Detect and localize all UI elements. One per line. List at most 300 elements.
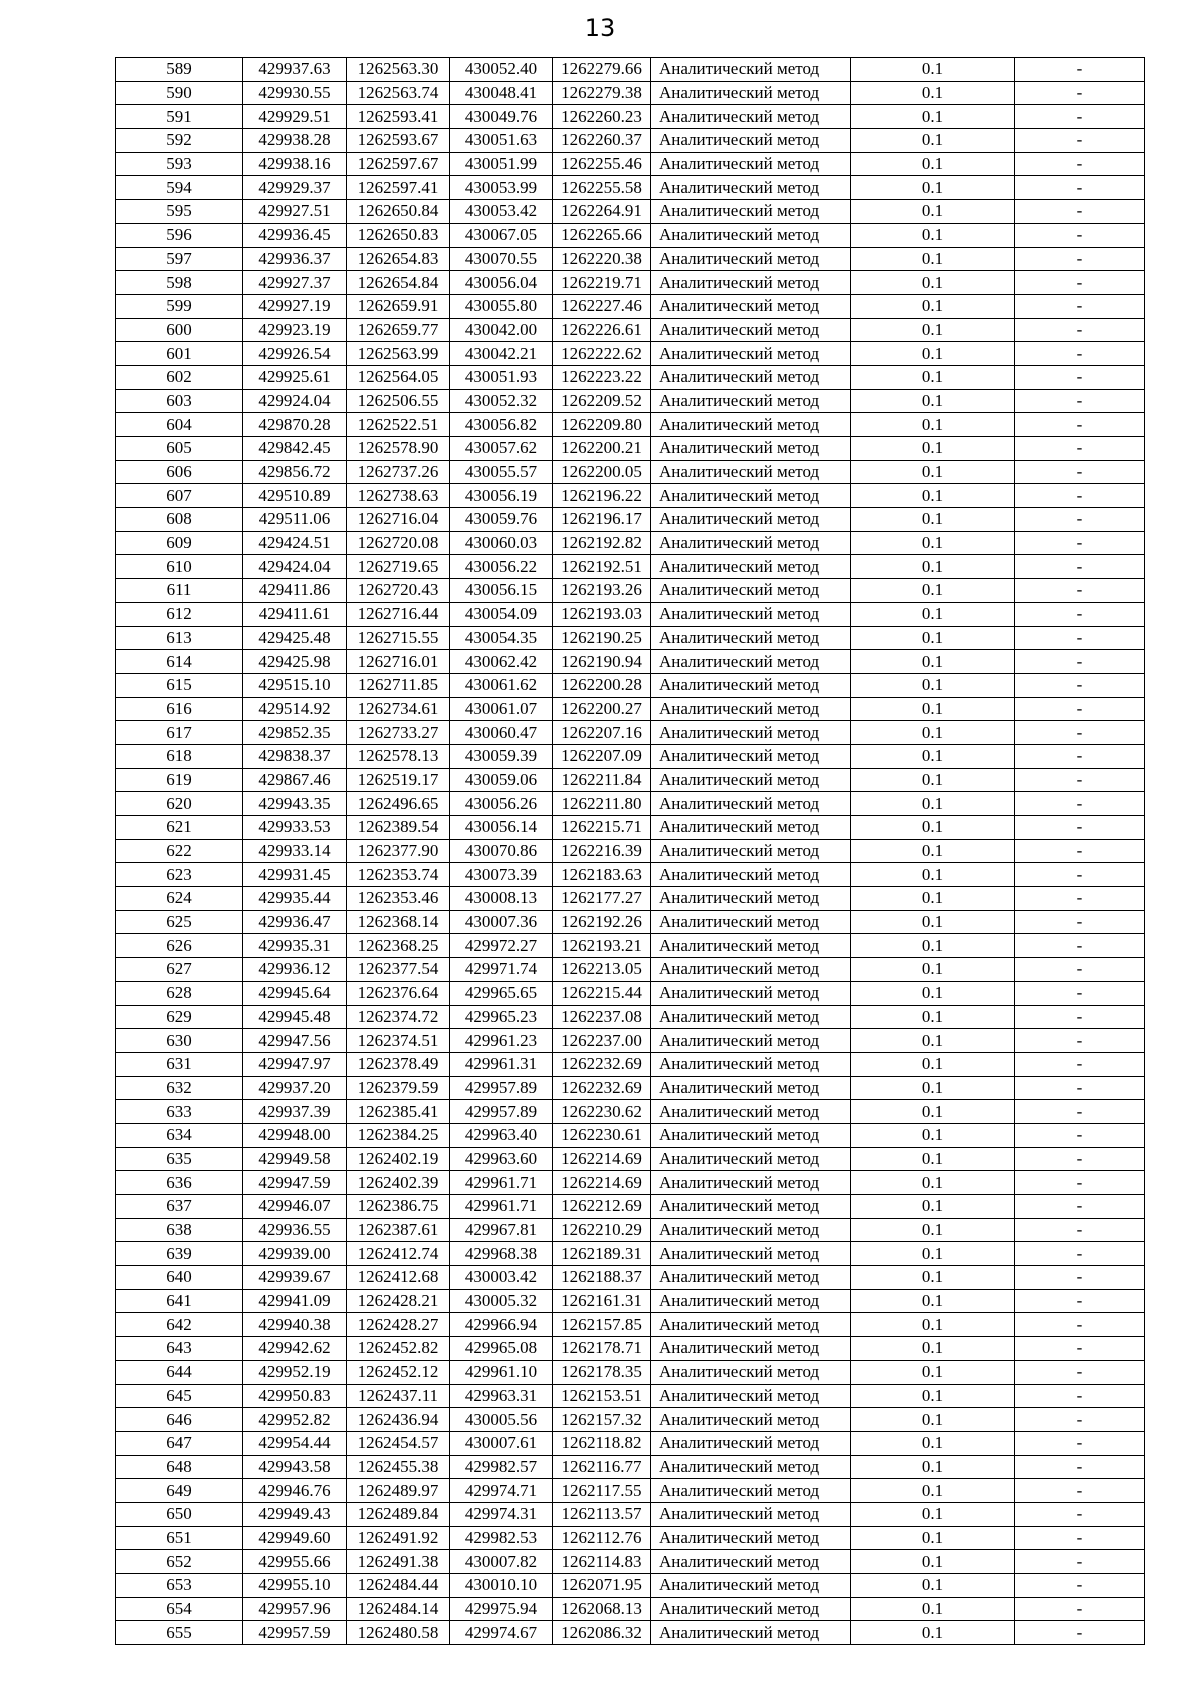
y-old-cell: 1262454.57 [347, 1431, 450, 1455]
y-old-cell: 1262377.90 [347, 839, 450, 863]
table-row [116, 1313, 1145, 1337]
point-number-cell: 625 [116, 910, 243, 934]
y-new-cell: 1262237.00 [553, 1029, 651, 1053]
note-cell: - [1015, 934, 1145, 958]
y-new-cell: 1262117.55 [553, 1479, 651, 1503]
y-old-cell: 1262452.82 [347, 1337, 450, 1361]
x-new-cell: 430048.41 [450, 81, 553, 105]
accuracy-cell: 0.1 [851, 389, 1015, 413]
point-number-cell: 653 [116, 1574, 243, 1598]
method-cell: Аналитический метод [651, 1029, 851, 1053]
method-cell: Аналитический метод [651, 1408, 851, 1432]
note-cell: - [1015, 271, 1145, 295]
table-row [116, 1195, 1145, 1219]
x-old-cell: 429939.67 [243, 1266, 347, 1290]
y-old-cell: 1262386.75 [347, 1195, 450, 1219]
method-cell: Аналитический метод [651, 389, 851, 413]
point-number-cell: 647 [116, 1431, 243, 1455]
note-cell: - [1015, 768, 1145, 792]
table-row [116, 1550, 1145, 1574]
x-old-cell: 429930.55 [243, 81, 347, 105]
x-old-cell: 429411.61 [243, 602, 347, 626]
point-number-cell: 598 [116, 271, 243, 295]
x-new-cell: 430070.55 [450, 247, 553, 271]
y-old-cell: 1262384.25 [347, 1123, 450, 1147]
method-cell: Аналитический метод [651, 816, 851, 840]
note-cell: - [1015, 1526, 1145, 1550]
method-cell: Аналитический метод [651, 981, 851, 1005]
x-old-cell: 429924.04 [243, 389, 347, 413]
y-old-cell: 1262716.04 [347, 508, 450, 532]
x-new-cell: 429974.67 [450, 1621, 553, 1645]
x-new-cell: 430052.32 [450, 389, 553, 413]
accuracy-cell: 0.1 [851, 792, 1015, 816]
method-cell: Аналитический метод [651, 152, 851, 176]
point-number-cell: 602 [116, 365, 243, 389]
note-cell: - [1015, 58, 1145, 82]
y-old-cell: 1262659.91 [347, 294, 450, 318]
x-new-cell: 430052.40 [450, 58, 553, 82]
table-row [116, 81, 1145, 105]
note-cell: - [1015, 247, 1145, 271]
x-old-cell: 429838.37 [243, 744, 347, 768]
table-row [116, 1266, 1145, 1290]
y-new-cell: 1262215.71 [553, 816, 651, 840]
table-row [116, 816, 1145, 840]
accuracy-cell: 0.1 [851, 58, 1015, 82]
y-new-cell: 1262264.91 [553, 200, 651, 224]
method-cell: Аналитический метод [651, 1266, 851, 1290]
accuracy-cell: 0.1 [851, 887, 1015, 911]
y-old-cell: 1262402.39 [347, 1171, 450, 1195]
point-number-cell: 610 [116, 555, 243, 579]
table-row [116, 1360, 1145, 1384]
note-cell: - [1015, 792, 1145, 816]
point-number-cell: 608 [116, 508, 243, 532]
table-row [116, 1123, 1145, 1147]
x-new-cell: 430060.03 [450, 531, 553, 555]
y-new-cell: 1262210.29 [553, 1218, 651, 1242]
y-old-cell: 1262650.84 [347, 200, 450, 224]
y-new-cell: 1262230.62 [553, 1100, 651, 1124]
x-new-cell: 429974.31 [450, 1502, 553, 1526]
x-old-cell: 429425.98 [243, 650, 347, 674]
point-number-cell: 654 [116, 1597, 243, 1621]
y-old-cell: 1262455.38 [347, 1455, 450, 1479]
y-old-cell: 1262578.13 [347, 744, 450, 768]
point-number-cell: 617 [116, 721, 243, 745]
point-number-cell: 631 [116, 1052, 243, 1076]
accuracy-cell: 0.1 [851, 934, 1015, 958]
x-new-cell: 429982.53 [450, 1526, 553, 1550]
note-cell: - [1015, 1574, 1145, 1598]
accuracy-cell: 0.1 [851, 413, 1015, 437]
x-new-cell: 430059.39 [450, 744, 553, 768]
accuracy-cell: 0.1 [851, 1502, 1015, 1526]
accuracy-cell: 0.1 [851, 744, 1015, 768]
table-row [116, 1218, 1145, 1242]
point-number-cell: 649 [116, 1479, 243, 1503]
accuracy-cell: 0.1 [851, 1171, 1015, 1195]
y-old-cell: 1262597.67 [347, 152, 450, 176]
note-cell: - [1015, 1550, 1145, 1574]
note-cell: - [1015, 1029, 1145, 1053]
y-old-cell: 1262387.61 [347, 1218, 450, 1242]
y-old-cell: 1262491.38 [347, 1550, 450, 1574]
y-old-cell: 1262436.94 [347, 1408, 450, 1432]
note-cell: - [1015, 294, 1145, 318]
x-new-cell: 430053.99 [450, 176, 553, 200]
method-cell: Аналитический метод [651, 1502, 851, 1526]
point-number-cell: 652 [116, 1550, 243, 1574]
method-cell: Аналитический метод [651, 744, 851, 768]
y-old-cell: 1262654.83 [347, 247, 450, 271]
point-number-cell: 630 [116, 1029, 243, 1053]
y-old-cell: 1262480.58 [347, 1621, 450, 1645]
x-old-cell: 429927.19 [243, 294, 347, 318]
method-cell: Аналитический метод [651, 650, 851, 674]
accuracy-cell: 0.1 [851, 1526, 1015, 1550]
point-number-cell: 618 [116, 744, 243, 768]
method-cell: Аналитический метод [651, 1242, 851, 1266]
method-cell: Аналитический метод [651, 105, 851, 129]
x-new-cell: 430056.15 [450, 579, 553, 603]
note-cell: - [1015, 721, 1145, 745]
accuracy-cell: 0.1 [851, 437, 1015, 461]
y-old-cell: 1262368.14 [347, 910, 450, 934]
table-row [116, 981, 1145, 1005]
x-old-cell: 429946.07 [243, 1195, 347, 1219]
method-cell: Аналитический метод [651, 1005, 851, 1029]
x-old-cell: 429929.51 [243, 105, 347, 129]
note-cell: - [1015, 365, 1145, 389]
accuracy-cell: 0.1 [851, 1360, 1015, 1384]
x-old-cell: 429943.58 [243, 1455, 347, 1479]
table-row [116, 1029, 1145, 1053]
method-cell: Аналитический метод [651, 1360, 851, 1384]
method-cell: Аналитический метод [651, 294, 851, 318]
method-cell: Аналитический метод [651, 1100, 851, 1124]
y-new-cell: 1262190.25 [553, 626, 651, 650]
x-new-cell: 429971.74 [450, 958, 553, 982]
accuracy-cell: 0.1 [851, 1123, 1015, 1147]
table-row [116, 460, 1145, 484]
point-number-cell: 589 [116, 58, 243, 82]
point-number-cell: 603 [116, 389, 243, 413]
y-old-cell: 1262720.43 [347, 579, 450, 603]
y-old-cell: 1262734.61 [347, 697, 450, 721]
y-new-cell: 1262279.38 [553, 81, 651, 105]
method-cell: Аналитический метод [651, 129, 851, 153]
y-old-cell: 1262437.11 [347, 1384, 450, 1408]
y-new-cell: 1262212.69 [553, 1195, 651, 1219]
note-cell: - [1015, 460, 1145, 484]
x-new-cell: 429957.89 [450, 1100, 553, 1124]
method-cell: Аналитический метод [651, 484, 851, 508]
method-cell: Аналитический метод [651, 531, 851, 555]
x-new-cell: 430056.19 [450, 484, 553, 508]
x-new-cell: 430062.42 [450, 650, 553, 674]
point-number-cell: 623 [116, 863, 243, 887]
point-number-cell: 599 [116, 294, 243, 318]
x-old-cell: 429937.39 [243, 1100, 347, 1124]
note-cell: - [1015, 437, 1145, 461]
accuracy-cell: 0.1 [851, 697, 1015, 721]
note-cell: - [1015, 1218, 1145, 1242]
point-number-cell: 643 [116, 1337, 243, 1361]
note-cell: - [1015, 673, 1145, 697]
y-new-cell: 1262200.05 [553, 460, 651, 484]
method-cell: Аналитический метод [651, 1218, 851, 1242]
y-new-cell: 1262260.23 [553, 105, 651, 129]
table-row [116, 1431, 1145, 1455]
x-new-cell: 430056.82 [450, 413, 553, 437]
accuracy-cell: 0.1 [851, 602, 1015, 626]
method-cell: Аналитический метод [651, 342, 851, 366]
table-row [116, 365, 1145, 389]
point-number-cell: 635 [116, 1147, 243, 1171]
method-cell: Аналитический метод [651, 1455, 851, 1479]
x-old-cell: 429947.97 [243, 1052, 347, 1076]
accuracy-cell: 0.1 [851, 1242, 1015, 1266]
table-row [116, 768, 1145, 792]
y-new-cell: 1262255.46 [553, 152, 651, 176]
accuracy-cell: 0.1 [851, 863, 1015, 887]
x-old-cell: 429926.54 [243, 342, 347, 366]
x-new-cell: 429974.71 [450, 1479, 553, 1503]
accuracy-cell: 0.1 [851, 1289, 1015, 1313]
accuracy-cell: 0.1 [851, 271, 1015, 295]
point-number-cell: 650 [116, 1502, 243, 1526]
y-new-cell: 1262279.66 [553, 58, 651, 82]
accuracy-cell: 0.1 [851, 294, 1015, 318]
note-cell: - [1015, 342, 1145, 366]
note-cell: - [1015, 1337, 1145, 1361]
y-new-cell: 1262213.05 [553, 958, 651, 982]
y-new-cell: 1262265.66 [553, 223, 651, 247]
note-cell: - [1015, 1266, 1145, 1290]
y-new-cell: 1262192.26 [553, 910, 651, 934]
y-old-cell: 1262374.72 [347, 1005, 450, 1029]
method-cell: Аналитический метод [651, 887, 851, 911]
x-old-cell: 429842.45 [243, 437, 347, 461]
note-cell: - [1015, 318, 1145, 342]
accuracy-cell: 0.1 [851, 910, 1015, 934]
y-old-cell: 1262564.05 [347, 365, 450, 389]
x-new-cell: 430005.56 [450, 1408, 553, 1432]
y-new-cell: 1262227.46 [553, 294, 651, 318]
note-cell: - [1015, 744, 1145, 768]
accuracy-cell: 0.1 [851, 1431, 1015, 1455]
note-cell: - [1015, 1147, 1145, 1171]
y-new-cell: 1262068.13 [553, 1597, 651, 1621]
y-new-cell: 1262223.22 [553, 365, 651, 389]
y-old-cell: 1262522.51 [347, 413, 450, 437]
method-cell: Аналитический метод [651, 768, 851, 792]
note-cell: - [1015, 1005, 1145, 1029]
note-cell: - [1015, 1597, 1145, 1621]
note-cell: - [1015, 531, 1145, 555]
y-new-cell: 1262196.22 [553, 484, 651, 508]
y-new-cell: 1262114.83 [553, 1550, 651, 1574]
y-new-cell: 1262192.82 [553, 531, 651, 555]
accuracy-cell: 0.1 [851, 1337, 1015, 1361]
y-old-cell: 1262353.46 [347, 887, 450, 911]
note-cell: - [1015, 910, 1145, 934]
method-cell: Аналитический метод [651, 460, 851, 484]
y-old-cell: 1262428.27 [347, 1313, 450, 1337]
accuracy-cell: 0.1 [851, 531, 1015, 555]
method-cell: Аналитический метод [651, 1171, 851, 1195]
y-old-cell: 1262519.17 [347, 768, 450, 792]
x-new-cell: 430042.21 [450, 342, 553, 366]
x-old-cell: 429424.51 [243, 531, 347, 555]
y-old-cell: 1262377.54 [347, 958, 450, 982]
method-cell: Аналитический метод [651, 579, 851, 603]
accuracy-cell: 0.1 [851, 1052, 1015, 1076]
point-number-cell: 651 [116, 1526, 243, 1550]
x-new-cell: 430051.93 [450, 365, 553, 389]
y-new-cell: 1262188.37 [553, 1266, 651, 1290]
x-old-cell: 429514.92 [243, 697, 347, 721]
accuracy-cell: 0.1 [851, 1574, 1015, 1598]
point-number-cell: 655 [116, 1621, 243, 1645]
table-row [116, 1005, 1145, 1029]
x-old-cell: 429923.19 [243, 318, 347, 342]
accuracy-cell: 0.1 [851, 1384, 1015, 1408]
accuracy-cell: 0.1 [851, 1313, 1015, 1337]
page-number: 13 [584, 14, 616, 42]
method-cell: Аналитический метод [651, 697, 851, 721]
method-cell: Аналитический метод [651, 1550, 851, 1574]
x-new-cell: 429963.60 [450, 1147, 553, 1171]
note-cell: - [1015, 1502, 1145, 1526]
table-row [116, 744, 1145, 768]
y-new-cell: 1262216.39 [553, 839, 651, 863]
method-cell: Аналитический метод [651, 721, 851, 745]
accuracy-cell: 0.1 [851, 365, 1015, 389]
note-cell: - [1015, 1431, 1145, 1455]
x-old-cell: 429510.89 [243, 484, 347, 508]
y-new-cell: 1262214.69 [553, 1171, 651, 1195]
note-cell: - [1015, 1289, 1145, 1313]
table-row [116, 887, 1145, 911]
point-number-cell: 641 [116, 1289, 243, 1313]
note-cell: - [1015, 1195, 1145, 1219]
x-new-cell: 430010.10 [450, 1574, 553, 1598]
point-number-cell: 600 [116, 318, 243, 342]
x-old-cell: 429947.59 [243, 1171, 347, 1195]
method-cell: Аналитический метод [651, 1289, 851, 1313]
method-cell: Аналитический метод [651, 1337, 851, 1361]
x-new-cell: 430061.62 [450, 673, 553, 697]
accuracy-cell: 0.1 [851, 1621, 1015, 1645]
y-old-cell: 1262650.83 [347, 223, 450, 247]
table-row [116, 1147, 1145, 1171]
note-cell: - [1015, 508, 1145, 532]
table-row [116, 129, 1145, 153]
table-row [116, 721, 1145, 745]
x-old-cell: 429957.59 [243, 1621, 347, 1645]
note-cell: - [1015, 129, 1145, 153]
point-number-cell: 616 [116, 697, 243, 721]
y-old-cell: 1262506.55 [347, 389, 450, 413]
point-number-cell: 609 [116, 531, 243, 555]
x-old-cell: 429950.83 [243, 1384, 347, 1408]
point-number-cell: 591 [116, 105, 243, 129]
y-new-cell: 1262220.38 [553, 247, 651, 271]
y-new-cell: 1262211.80 [553, 792, 651, 816]
y-old-cell: 1262412.74 [347, 1242, 450, 1266]
x-new-cell: 430056.14 [450, 816, 553, 840]
y-old-cell: 1262733.27 [347, 721, 450, 745]
y-new-cell: 1262200.27 [553, 697, 651, 721]
table-row [116, 792, 1145, 816]
method-cell: Аналитический метод [651, 1621, 851, 1645]
accuracy-cell: 0.1 [851, 958, 1015, 982]
note-cell: - [1015, 200, 1145, 224]
y-new-cell: 1262193.21 [553, 934, 651, 958]
accuracy-cell: 0.1 [851, 650, 1015, 674]
method-cell: Аналитический метод [651, 1526, 851, 1550]
x-old-cell: 429936.45 [243, 223, 347, 247]
note-cell: - [1015, 389, 1145, 413]
accuracy-cell: 0.1 [851, 768, 1015, 792]
y-new-cell: 1262232.69 [553, 1052, 651, 1076]
note-cell: - [1015, 1408, 1145, 1432]
x-old-cell: 429947.56 [243, 1029, 347, 1053]
x-old-cell: 429942.62 [243, 1337, 347, 1361]
y-new-cell: 1262219.71 [553, 271, 651, 295]
x-old-cell: 429945.48 [243, 1005, 347, 1029]
y-new-cell: 1262161.31 [553, 1289, 651, 1313]
method-cell: Аналитический метод [651, 200, 851, 224]
note-cell: - [1015, 105, 1145, 129]
note-cell: - [1015, 1242, 1145, 1266]
x-new-cell: 430059.76 [450, 508, 553, 532]
x-old-cell: 429954.44 [243, 1431, 347, 1455]
accuracy-cell: 0.1 [851, 460, 1015, 484]
x-new-cell: 429961.10 [450, 1360, 553, 1384]
x-old-cell: 429935.44 [243, 887, 347, 911]
x-new-cell: 430003.42 [450, 1266, 553, 1290]
x-old-cell: 429940.38 [243, 1313, 347, 1337]
point-number-cell: 592 [116, 129, 243, 153]
x-old-cell: 429856.72 [243, 460, 347, 484]
y-new-cell: 1262226.61 [553, 318, 651, 342]
accuracy-cell: 0.1 [851, 342, 1015, 366]
method-cell: Аналитический метод [651, 1076, 851, 1100]
accuracy-cell: 0.1 [851, 1550, 1015, 1574]
table-row [116, 1076, 1145, 1100]
note-cell: - [1015, 1171, 1145, 1195]
x-new-cell: 429963.31 [450, 1384, 553, 1408]
note-cell: - [1015, 1479, 1145, 1503]
x-new-cell: 430056.26 [450, 792, 553, 816]
y-old-cell: 1262563.74 [347, 81, 450, 105]
table-row [116, 839, 1145, 863]
y-new-cell: 1262193.03 [553, 602, 651, 626]
note-cell: - [1015, 602, 1145, 626]
x-old-cell: 429937.63 [243, 58, 347, 82]
accuracy-cell: 0.1 [851, 626, 1015, 650]
y-old-cell: 1262593.67 [347, 129, 450, 153]
x-old-cell: 429515.10 [243, 673, 347, 697]
x-old-cell: 429935.31 [243, 934, 347, 958]
accuracy-cell: 0.1 [851, 1455, 1015, 1479]
x-old-cell: 429933.14 [243, 839, 347, 863]
point-number-cell: 645 [116, 1384, 243, 1408]
